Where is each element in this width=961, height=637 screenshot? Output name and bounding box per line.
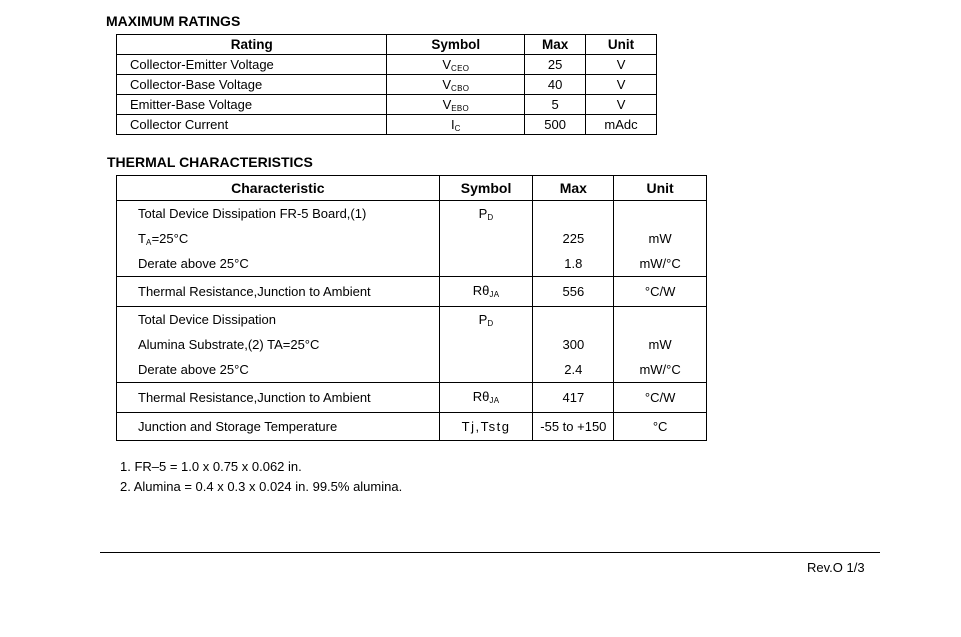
symbol-cell: $V_{CEO}$ (387, 55, 525, 75)
table-header-row (117, 35, 657, 55)
symbol-cell: Tj,Tstg (439, 413, 533, 441)
max-cell: 417 (533, 383, 614, 413)
table-row (117, 383, 707, 413)
symbol-cell: $V_{EBO}$ (387, 95, 525, 115)
characteristic-cell: Thermal Resistance,Junction to Ambient (117, 383, 440, 413)
unit-cell: °C/W (614, 277, 707, 307)
header-symbol: Symbol (439, 176, 533, 201)
footnote-2: 2. Alumina = 0.4 x 0.3 x 0.024 in. 99.5% alumina. (120, 479, 403, 494)
characteristic-cell: Total Device Dissipation FR-5 Board,(1) $T_A=25^\circ C$ Derate above 25°C (117, 201, 440, 277)
unit-cell: V (586, 95, 657, 115)
max-ratings-heading: MAXIMUM RATINGS (106, 13, 241, 29)
table-row (117, 277, 707, 307)
unit-cell: °C (614, 413, 707, 441)
max-cell: -55 to +150 (533, 413, 614, 441)
max-cell: 40 (525, 75, 586, 95)
rating-cell: Collector Current (117, 115, 387, 135)
max-cell: 500 (525, 115, 586, 135)
table-row (117, 55, 657, 75)
unit-cell: mW mW/°C (614, 201, 707, 277)
unit-cell: V (586, 75, 657, 95)
unit-cell: mAdc (586, 115, 657, 135)
characteristic-cell: Total Device Dissipation Alumina Substrate,(2) TA=25°C Derate above 25°C (117, 307, 440, 383)
table-row (117, 115, 657, 135)
symbol-cell: $R\theta_{JA}$ (439, 383, 533, 413)
max-cell: 25 (525, 55, 586, 75)
characteristic-cell: Junction and Storage Temperature (117, 413, 440, 441)
max-cell: 300 2.4 (533, 307, 614, 383)
header-rating: Rating (117, 35, 387, 55)
symbol-cell: $I_C$ (387, 115, 525, 135)
rating-cell: Collector-Emitter Voltage (117, 55, 387, 75)
unit-cell: V (586, 55, 657, 75)
revision-page-label: Rev.O 1/3 (807, 560, 865, 575)
table-row (117, 307, 707, 383)
rating-cell: Collector-Base Voltage (117, 75, 387, 95)
footer-divider (100, 552, 880, 553)
table-row (117, 75, 657, 95)
symbol-cell: $V_{CBO}$ (387, 75, 525, 95)
max-cell: 5 (525, 95, 586, 115)
symbol-cell: $P_D$ (439, 201, 533, 277)
header-unit: Unit (586, 35, 657, 55)
header-symbol: Symbol (387, 35, 525, 55)
symbol-cell: $P_D$ (439, 307, 533, 383)
symbol-cell: $R\theta_{JA}$ (439, 277, 533, 307)
unit-cell: mW mW/°C (614, 307, 707, 383)
thermal-table (116, 175, 707, 441)
header-max: Max (525, 35, 586, 55)
header-max: Max (533, 176, 614, 201)
table-row (117, 201, 707, 277)
characteristic-cell: Thermal Resistance,Junction to Ambient (117, 277, 440, 307)
max-cell: 556 (533, 277, 614, 307)
rating-cell: Emitter-Base Voltage (117, 95, 387, 115)
table-header-row (117, 176, 707, 201)
unit-cell: °C/W (614, 383, 707, 413)
max-cell: 225 1.8 (533, 201, 614, 277)
thermal-heading: THERMAL CHARACTERISTICS (107, 154, 313, 170)
max-ratings-table (116, 34, 657, 135)
table-row (117, 95, 657, 115)
header-characteristic: Characteristic (117, 176, 440, 201)
table-row (117, 413, 707, 441)
footnote-1: 1. FR–5 = 1.0 x 0.75 x 0.062 in. (120, 459, 302, 474)
header-unit: Unit (614, 176, 707, 201)
